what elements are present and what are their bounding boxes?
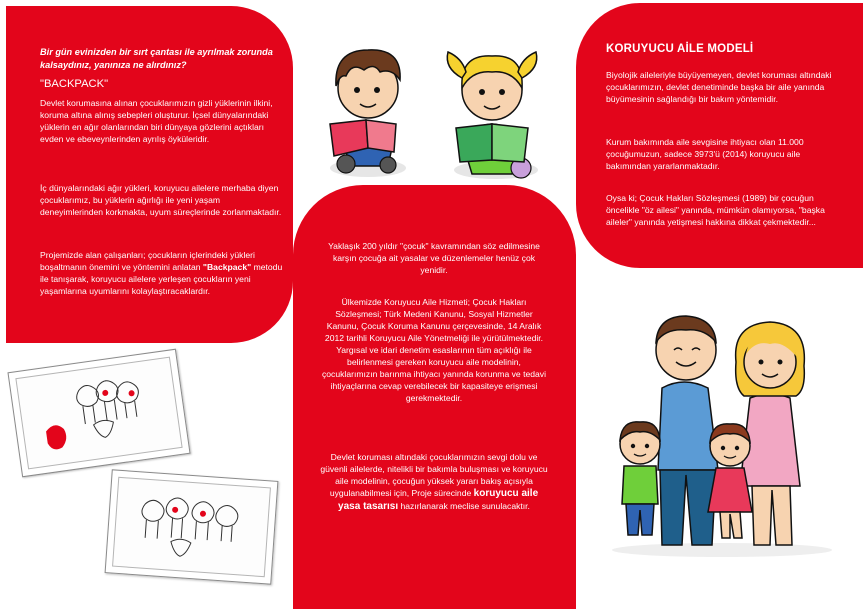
- foster-model-paragraph-2: Kurum bakımında aile sevgisine ihtiyacı olan 11.000 çocuğumuzun, sadece 3973'ü (2014) koruyucu aile bakımından yararlanmaktadır.: [606, 137, 804, 171]
- law-paragraph-2: Ülkemizde Koruyucu Aile Hizmeti; Çocuk Hakları Sözleşmesi; Türk Medeni Kanunu, Sosyal Hizmetler Kanunu, Çocuk Koruma Kanunu çerçevesinde, 14 Aralık 2012 tarihli Koruyucu Aile Yönetmeliği ile yürütülmektedir. Yargısal ve idari denetim esaslarının tüm açıklığı ile belirlenmesi gereken koruyucu aile modelinin, çocuklarımızın barınma ihtiyacı yanında korunma ve tedavi ihtiyaçlarına cevap verebilecek bir kapasiteye erişmesi gerekmektedir.: [321, 297, 547, 403]
- backpack-question: Bir gün evinizden bir sırt çantası ile ayrılmak zorunda kalsaydınız, yanınıza ne alırdınız?: [40, 47, 273, 70]
- foster-model-paragraph-3: Oysa ki; Çocuk Hakları Sözleşmesi (1989) bir çocuğun öncelikle "öz ailesi" yanında, mümkün olamıyorsa, "başka aileler" yanında yetişmesi hakkına dikkat çekmektedir...: [606, 193, 825, 227]
- family-illustration: [600, 300, 845, 560]
- children-drawing-frame: [7, 349, 190, 478]
- foster-model-paragraph-1: Biyolojik aileleriyle büyüyemeyen, devlet koruması altındaki çocuklarımızın, devlet denetiminde başka bir aile yanında büyümesinin sağlandığı bir bakım yöntemidir.: [606, 70, 832, 104]
- backpack-paragraph-3: Projemizde alan çalışanları; çocukların içlerindeki yükleri boşaltmanın önemini ve yöntemini anlatan "Backpack" metodu ile tanışarak, koruyucu ailelere yerleşen çocukların yeni yaşamlarına uyumlarını kolaylaştıracaklardır.: [40, 250, 283, 296]
- law-paragraph-1: Yaklaşık 200 yıldır "çocuk" kavramından söz edilmesine karşın çocuğa ait yasalar ve düzenlemeler henüz çok yenidir.: [328, 241, 540, 275]
- backpack-paragraph-1: Devlet korumasına alınan çocuklarımızın gizli yüklerinin ilkini, koruma altına alınış sebepleri oluşturur. İçsel dünyalarındaki yüklerin en ağır olanlarından biri dünyaya gözlerini açtıkları evden ve ebeveynlerinden ayrılış öyküleridir.: [40, 98, 273, 144]
- reading-children-illustration: [316, 28, 566, 183]
- children-drawing-frame: [105, 469, 279, 584]
- backpack-paragraph-2: İç dünyalarındaki ağır yükleri, koruyucu ailelere merhaba diyen çocuklarımız, bu yüklerin ağırlığı ile yeni yaşam deneyimlerinden korkmakta, uyum süreçlerinde zorlanmaktadır.: [40, 183, 282, 217]
- backpack-title: "BACKPACK": [40, 78, 109, 90]
- dog-sketch-illustration: [113, 478, 270, 576]
- foster-model-title: KORUYUCU AİLE MODELİ: [606, 43, 754, 55]
- dog-sketch-illustration: [16, 358, 181, 469]
- law-paragraph-3: Devlet koruması altındaki çocuklarımızın sevgi dolu ve güvenli ailelerde, nitelikli bir bakımla buluşması ve koruyucu aile modelinin, çocuğun yüksek yararı bakış açısıyla uygulanabilmesi için, Proje sürecinde koruyucu aile yasa tasarısı hazırlanarak meclise sunulacaktır.: [320, 452, 548, 512]
